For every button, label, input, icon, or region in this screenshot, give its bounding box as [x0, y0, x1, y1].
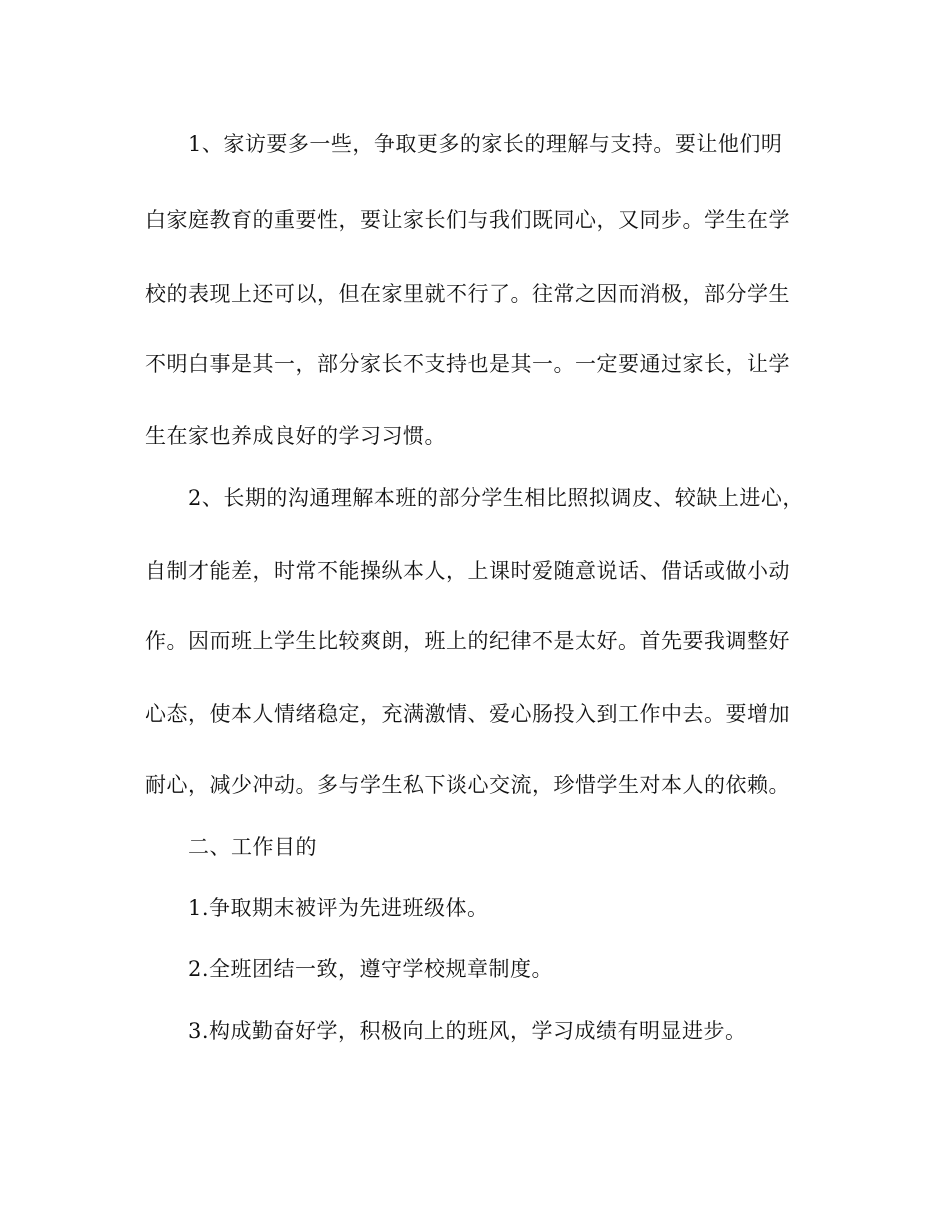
goal-item-1: 1.争取期末被评为先进班级体。	[188, 896, 489, 920]
paragraph-1-line-3: 校的表现上还可以，但在家里就不行了。往常之因而消极，部分学生	[145, 282, 790, 306]
paragraph-1-line-2: 白家庭教育的重要性，要让家长们与我们既同心，又同步。学生在学	[145, 208, 790, 232]
paragraph-2-line-1: 2、长期的沟通理解本班的部分学生相比照拟调皮、较缺上进心，	[188, 486, 804, 510]
paragraph-2-line-5: 耐心，减少冲动。多与学生私下谈心交流，珍惜学生对本人的依赖。	[145, 773, 790, 797]
goal-item-2: 2.全班团结一致，遵守学校规章制度。	[188, 957, 554, 981]
paragraph-2-line-2: 自制才能差，时常不能操纵本人，上课时爱随意说话、借话或做小动	[145, 559, 790, 583]
section-heading: 二、工作目的	[188, 835, 317, 859]
paragraph-2-line-4: 心态，使本人情绪稳定，充满激情、爱心肠投入到工作中去。要增加	[145, 702, 790, 726]
paragraph-1-line-1: 1、家访要多一些，争取更多的家长的理解与支持。要让他们明	[188, 132, 783, 156]
paragraph-1-line-5: 生在家也养成良好的学习习惯。	[145, 424, 446, 448]
paragraph-2-line-3: 作。因而班上学生比较爽朗，班上的纪律不是太好。首先要我调整好	[145, 629, 790, 653]
paragraph-1-line-4: 不明白事是其一，部分家长不支持也是其一。一定要通过家长，让学	[145, 352, 790, 376]
goal-item-3: 3.构成勤奋好学，积极向上的班风，学习成绩有明显进步。	[188, 1019, 747, 1043]
